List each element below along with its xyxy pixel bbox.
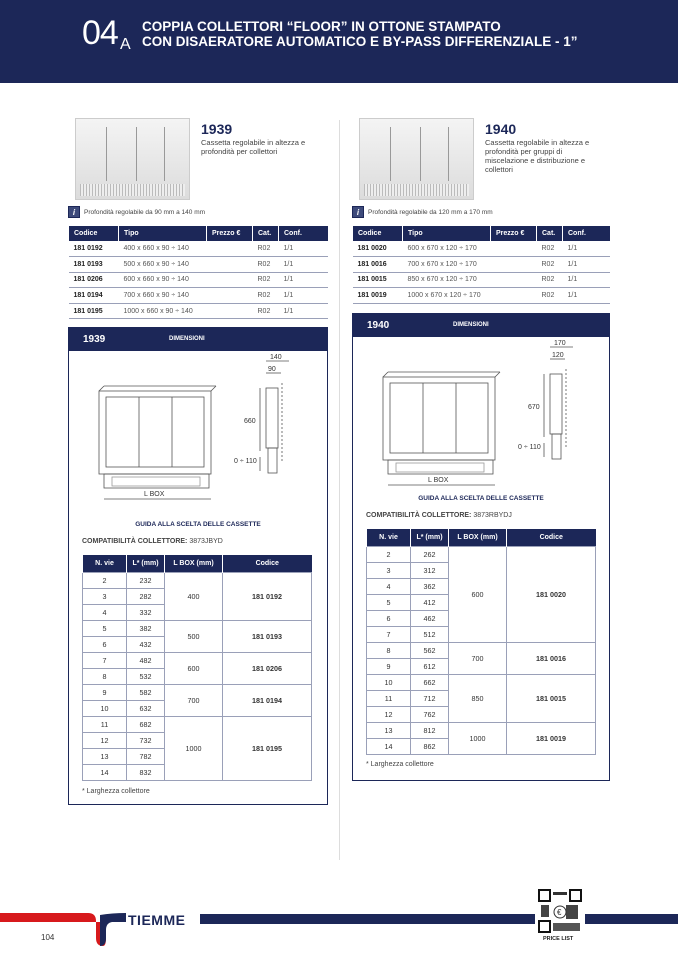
table-row xyxy=(69,288,329,304)
length-cell: 682 xyxy=(127,716,165,732)
column-header-codice: Codice xyxy=(223,555,312,572)
table-header xyxy=(353,226,611,241)
panel-title: DIMENSIONI xyxy=(169,336,205,342)
cell: 181 0015 xyxy=(353,272,403,288)
column-header-codice: Codice xyxy=(353,226,403,241)
selection-guide-table xyxy=(82,555,312,781)
guide-title: GUIDA ALLA SCELTA DELLE CASSETTE xyxy=(135,521,261,528)
n-vie-cell: 6 xyxy=(83,636,127,652)
cell xyxy=(207,272,253,288)
info-icon: i xyxy=(352,206,364,218)
compatibility-label: COMPATIBILITÀ COLLETTORE: xyxy=(366,512,472,519)
n-vie-cell: 7 xyxy=(367,626,411,642)
n-vie-cell: 10 xyxy=(367,674,411,690)
brand-name: TIEMME xyxy=(128,912,186,928)
length-cell: 862 xyxy=(411,738,449,754)
photo-divider xyxy=(106,127,107,181)
cell: 1000 x 670 x 120 ÷ 170 xyxy=(403,288,491,304)
column-header-conf: Conf. xyxy=(563,226,611,241)
photo-divider xyxy=(420,127,421,181)
length-cell: 562 xyxy=(411,642,449,658)
length-cell: 412 xyxy=(411,594,449,610)
column-header-n_vie: N. vie xyxy=(367,529,411,546)
chapter-letter: A xyxy=(120,36,131,53)
compatibility-label: COMPATIBILITÀ COLLETTORE: xyxy=(82,538,188,545)
selection-guide-table xyxy=(366,529,596,755)
code-cell: 181 0193 xyxy=(223,620,312,652)
chapter-number: 04 xyxy=(82,14,118,52)
depth-max-label: 170 xyxy=(554,340,566,347)
cell: 400 x 660 x 90 ÷ 140 xyxy=(119,241,207,257)
page-number: 104 xyxy=(41,933,55,942)
length-cell: 762 xyxy=(411,706,449,722)
cell: 850 x 670 x 120 ÷ 170 xyxy=(403,272,491,288)
column-header-codice: Codice xyxy=(69,226,119,241)
table-row xyxy=(367,642,596,658)
n-vie-cell: 3 xyxy=(367,562,411,578)
table-row xyxy=(353,272,611,288)
table-row xyxy=(353,288,611,304)
cell: 1/1 xyxy=(279,288,329,304)
table-row xyxy=(353,257,611,273)
code-cell: 181 0019 xyxy=(507,722,596,754)
lbox-label: L BOX xyxy=(428,477,449,484)
cell: 1/1 xyxy=(563,272,611,288)
page-header xyxy=(0,0,678,83)
lbox-cell: 1000 xyxy=(449,722,507,754)
n-vie-cell: 11 xyxy=(83,716,127,732)
code-cell: 181 0020 xyxy=(507,546,596,642)
table-row xyxy=(83,620,312,636)
compatibility-value: 3873JBYD xyxy=(189,538,223,545)
cell xyxy=(207,241,253,257)
length-cell: 832 xyxy=(127,764,165,780)
panel-code: 1939 xyxy=(83,334,106,345)
panel-header xyxy=(69,328,327,351)
cell: R02 xyxy=(537,272,563,288)
n-vie-cell: 14 xyxy=(83,764,127,780)
photo-divider xyxy=(448,127,449,181)
product-photo xyxy=(75,118,190,200)
panel-header xyxy=(353,314,609,337)
photo-divider xyxy=(390,127,391,181)
product-table xyxy=(68,226,328,319)
cell: 181 0192 xyxy=(69,241,119,257)
footnote: * Larghezza collettore xyxy=(82,788,150,795)
n-vie-cell: 9 xyxy=(367,658,411,674)
guide-title: GUIDA ALLA SCELTA DELLE CASSETTE xyxy=(418,495,544,502)
compatibility-note xyxy=(82,538,223,545)
info-text: Profondità regolabile da 120 mm a 170 mm xyxy=(368,208,493,216)
table-row xyxy=(69,303,329,319)
table-row xyxy=(83,716,312,732)
cell: 181 0206 xyxy=(69,272,119,288)
cell: 1/1 xyxy=(279,303,329,319)
product-table xyxy=(352,226,610,304)
n-vie-cell: 8 xyxy=(83,668,127,684)
footnote: * Larghezza collettore xyxy=(366,761,434,768)
compatibility-value: 3873RBYDJ xyxy=(473,512,512,519)
length-cell: 232 xyxy=(127,572,165,588)
product-code: 1939 xyxy=(201,121,233,137)
cell: 1/1 xyxy=(279,257,329,273)
info-note xyxy=(68,206,205,218)
title-line-2: CON DISAERATORE AUTOMATICO E BY-PASS DIFFERENZIALE - 1” xyxy=(142,34,578,49)
cell: 181 0194 xyxy=(69,288,119,304)
length-cell: 462 xyxy=(411,610,449,626)
n-vie-cell: 14 xyxy=(367,738,411,754)
table-row xyxy=(83,652,312,668)
table-row xyxy=(83,572,312,588)
length-cell: 632 xyxy=(127,700,165,716)
cell: R02 xyxy=(537,241,563,257)
lbox-cell: 700 xyxy=(165,684,223,716)
dimension-drawing xyxy=(358,339,608,499)
column-divider xyxy=(339,120,340,860)
code-cell: 181 0194 xyxy=(223,684,312,716)
cell: 181 0193 xyxy=(69,257,119,273)
photo-grille xyxy=(80,184,185,196)
cell: R02 xyxy=(537,257,563,273)
cell: 181 0016 xyxy=(353,257,403,273)
cell: 1/1 xyxy=(563,241,611,257)
length-cell: 382 xyxy=(127,620,165,636)
length-cell: 432 xyxy=(127,636,165,652)
cell xyxy=(491,257,537,273)
depth-min-label: 90 xyxy=(268,366,276,373)
lbox-cell: 500 xyxy=(165,620,223,652)
length-cell: 712 xyxy=(411,690,449,706)
n-vie-cell: 13 xyxy=(367,722,411,738)
n-vie-cell: 5 xyxy=(83,620,127,636)
qr-label: PRICE LIST xyxy=(543,936,574,942)
svg-text:€: € xyxy=(557,908,562,917)
column-header-conf: Conf. xyxy=(279,226,329,241)
qr-code-icon[interactable] xyxy=(538,889,582,933)
cell: R02 xyxy=(253,257,279,273)
length-cell: 332 xyxy=(127,604,165,620)
length-cell: 612 xyxy=(411,658,449,674)
length-cell: 732 xyxy=(127,732,165,748)
cell: R02 xyxy=(253,241,279,257)
dimensions-panel xyxy=(352,313,610,781)
length-cell: 312 xyxy=(411,562,449,578)
code-cell: 181 0016 xyxy=(507,642,596,674)
column-header-cat: Cat. xyxy=(537,226,563,241)
column-header-codice: Codice xyxy=(507,529,596,546)
cell xyxy=(207,288,253,304)
table-header xyxy=(83,555,312,572)
table-row xyxy=(83,684,312,700)
length-cell: 362 xyxy=(411,578,449,594)
table-row xyxy=(69,272,329,288)
column-header-lbox: L BOX (mm) xyxy=(165,555,223,572)
column-header-l: L* (mm) xyxy=(411,529,449,546)
lbox-cell: 1000 xyxy=(165,716,223,780)
cell: 181 0020 xyxy=(353,241,403,257)
cell: 1/1 xyxy=(563,288,611,304)
column-header-cat: Cat. xyxy=(253,226,279,241)
cell xyxy=(491,288,537,304)
table-header xyxy=(69,226,329,241)
cell: R02 xyxy=(253,272,279,288)
cell: 1/1 xyxy=(279,272,329,288)
length-cell: 512 xyxy=(411,626,449,642)
n-vie-cell: 10 xyxy=(83,700,127,716)
page-title xyxy=(142,19,578,49)
navy-stripe-right xyxy=(585,914,678,924)
cell xyxy=(207,257,253,273)
n-vie-cell: 3 xyxy=(83,588,127,604)
length-cell: 582 xyxy=(127,684,165,700)
cell: 700 x 670 x 120 ÷ 170 xyxy=(403,257,491,273)
info-text: Profondità regolabile da 90 mm a 140 mm xyxy=(84,208,206,216)
height-label: 670 xyxy=(528,404,540,411)
n-vie-cell: 8 xyxy=(367,642,411,658)
cell: 500 x 660 x 90 ÷ 140 xyxy=(119,257,207,273)
cell: 700 x 660 x 90 ÷ 140 xyxy=(119,288,207,304)
dimension-drawing xyxy=(74,353,324,513)
cell xyxy=(491,241,537,257)
length-cell: 662 xyxy=(411,674,449,690)
n-vie-cell: 6 xyxy=(367,610,411,626)
column-header-tipo: Tipo xyxy=(119,226,207,241)
info-note xyxy=(352,206,493,218)
code-cell: 181 0206 xyxy=(223,652,312,684)
n-vie-cell: 12 xyxy=(83,732,127,748)
cell: 181 0195 xyxy=(69,303,119,319)
table-row xyxy=(69,241,329,257)
lbox-cell: 850 xyxy=(449,674,507,722)
n-vie-cell: 2 xyxy=(83,572,127,588)
panel-title: DIMENSIONI xyxy=(453,322,489,328)
photo-divider xyxy=(136,127,137,181)
lbox-label: L BOX xyxy=(144,491,165,498)
adjustment-label: 0 ÷ 110 xyxy=(234,458,257,465)
panel-code: 1940 xyxy=(367,320,390,331)
n-vie-cell: 2 xyxy=(367,546,411,562)
product-description: Cassetta regolabile in altezza e profondità per gruppi di miscelazione e distribuzione e collettori xyxy=(485,138,590,174)
column-header-lbox: L BOX (mm) xyxy=(449,529,507,546)
length-cell: 532 xyxy=(127,668,165,684)
product-code: 1940 xyxy=(485,121,517,137)
n-vie-cell: 11 xyxy=(367,690,411,706)
code-cell: 181 0195 xyxy=(223,716,312,780)
table-row xyxy=(367,546,596,562)
compatibility-note xyxy=(366,512,512,519)
length-cell: 482 xyxy=(127,652,165,668)
cell: 181 0019 xyxy=(353,288,403,304)
table-row xyxy=(367,722,596,738)
cell: 600 x 660 x 90 ÷ 140 xyxy=(119,272,207,288)
n-vie-cell: 4 xyxy=(367,578,411,594)
cell xyxy=(491,272,537,288)
cell xyxy=(207,303,253,319)
length-cell: 282 xyxy=(127,588,165,604)
adjustment-label: 0 ÷ 110 xyxy=(518,444,541,451)
cell: R02 xyxy=(537,288,563,304)
cell: 1000 x 660 x 90 ÷ 140 xyxy=(119,303,207,319)
column-header-prezzo: Prezzo € xyxy=(207,226,253,241)
column-header-tipo: Tipo xyxy=(403,226,491,241)
column-header-l: L* (mm) xyxy=(127,555,165,572)
table-row xyxy=(367,674,596,690)
cell: R02 xyxy=(253,303,279,319)
info-icon: i xyxy=(68,206,80,218)
navy-stripe xyxy=(200,914,535,924)
n-vie-cell: 5 xyxy=(367,594,411,610)
table-row xyxy=(69,257,329,273)
n-vie-cell: 12 xyxy=(367,706,411,722)
column-header-prezzo: Prezzo € xyxy=(491,226,537,241)
cell: 600 x 670 x 120 ÷ 170 xyxy=(403,241,491,257)
n-vie-cell: 13 xyxy=(83,748,127,764)
lbox-cell: 700 xyxy=(449,642,507,674)
photo-divider xyxy=(164,127,165,181)
height-label: 660 xyxy=(244,418,256,425)
column-header-n_vie: N. vie xyxy=(83,555,127,572)
code-cell: 181 0192 xyxy=(223,572,312,620)
logo-stem xyxy=(100,913,126,946)
cell: R02 xyxy=(253,288,279,304)
depth-max-label: 140 xyxy=(270,354,282,361)
n-vie-cell: 9 xyxy=(83,684,127,700)
n-vie-cell: 4 xyxy=(83,604,127,620)
table-row xyxy=(353,241,611,257)
cell: 1/1 xyxy=(563,257,611,273)
table-header xyxy=(367,529,596,546)
cell: 1/1 xyxy=(279,241,329,257)
dimensions-panel xyxy=(68,327,328,805)
product-description: Cassetta regolabile in altezza e profondità per collettori xyxy=(201,138,306,156)
product-photo xyxy=(359,118,474,200)
length-cell: 812 xyxy=(411,722,449,738)
length-cell: 262 xyxy=(411,546,449,562)
depth-min-label: 120 xyxy=(552,352,564,359)
code-cell: 181 0015 xyxy=(507,674,596,722)
length-cell: 782 xyxy=(127,748,165,764)
n-vie-cell: 7 xyxy=(83,652,127,668)
footer-brand-bar xyxy=(0,880,678,959)
title-line-1: COPPIA COLLETTORI “FLOOR” IN OTTONE STAMPATO xyxy=(142,19,501,34)
lbox-cell: 600 xyxy=(449,546,507,642)
photo-grille xyxy=(364,184,469,196)
lbox-cell: 400 xyxy=(165,572,223,620)
lbox-cell: 600 xyxy=(165,652,223,684)
